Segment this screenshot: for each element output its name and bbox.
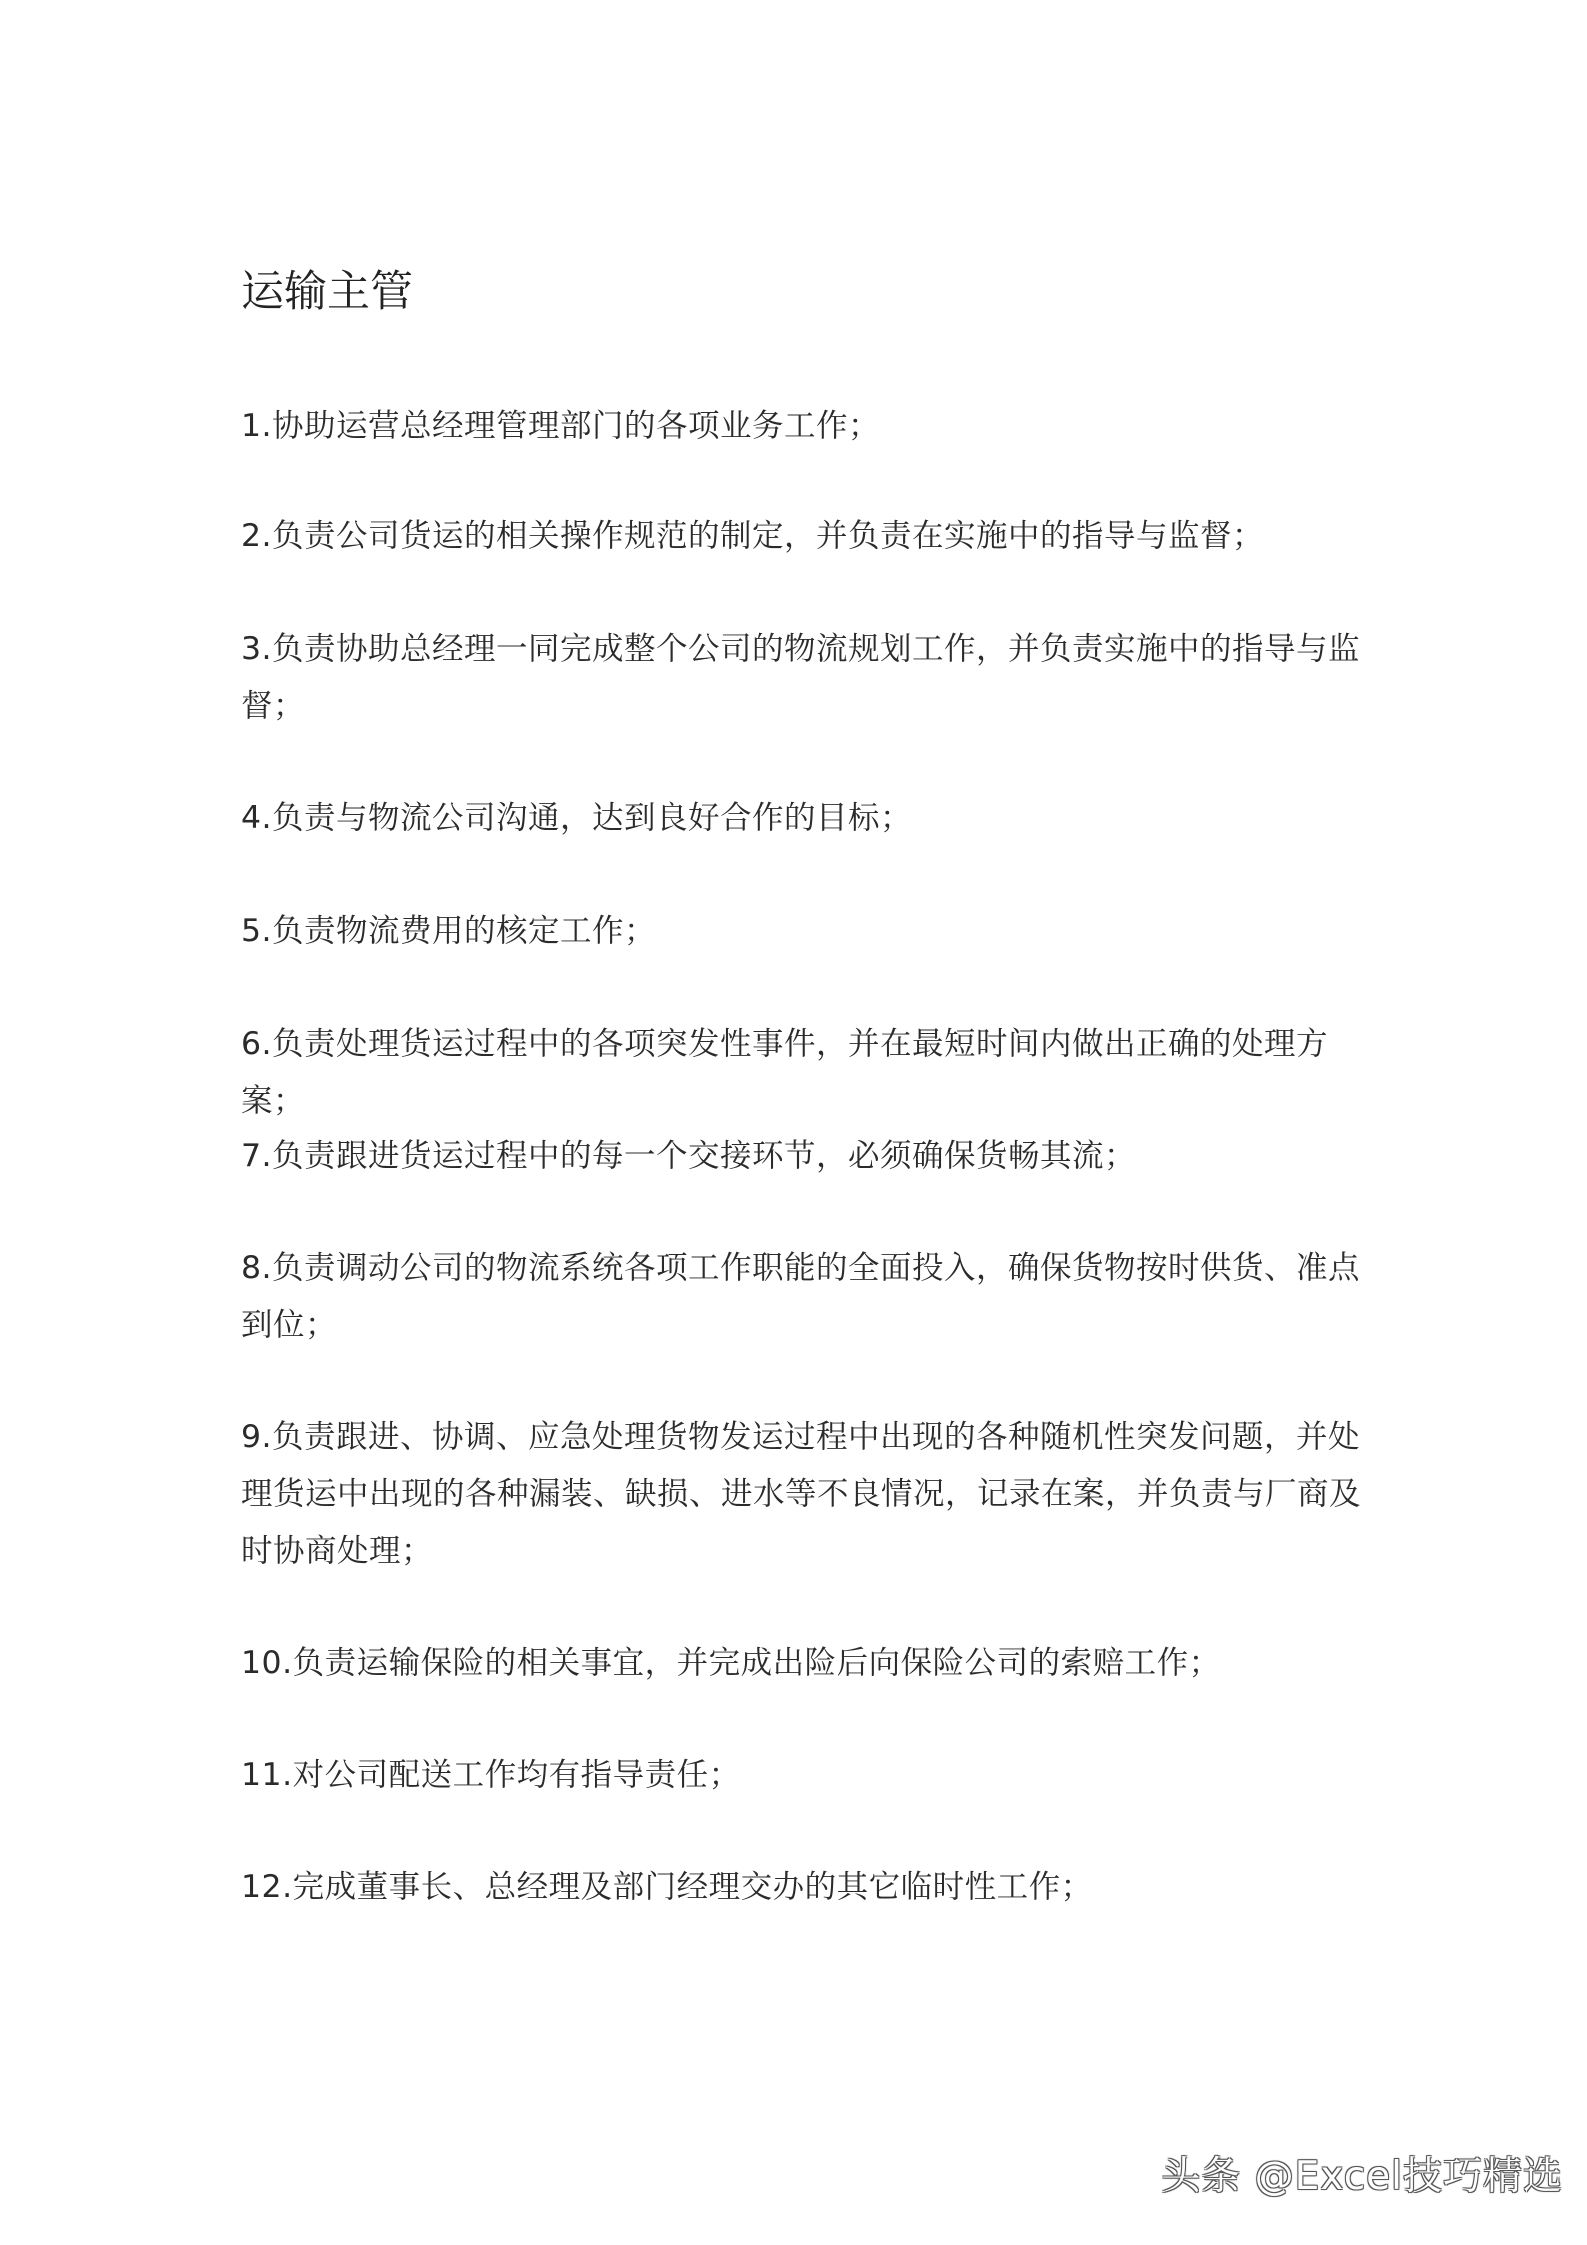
duty-item-8: 8.负责调动公司的物流系统各项工作职能的全面投入，确保货物按时供货、准点到位；: [241, 1250, 1361, 1343]
duty-item-9: 9.负责跟进、协调、应急处理货物发运过程中出现的各种随机性突发问题，并处理货运中出现的各种漏装、缺损、进水等不良情况，记录在案，并负责与厂商及时协商处理；: [241, 1419, 1362, 1569]
duty-item-7: 7.负责跟进货运过程中的每一个交接环节，必须确保货畅其流；: [241, 1138, 1137, 1174]
duty-item-4: 4.负责与物流公司沟通，达到良好合作的目标；: [241, 800, 913, 836]
duty-item-6: 6.负责处理货运过程中的各项突发性事件，并在最短时间内做出正确的处理方案；: [241, 1026, 1329, 1119]
duty-item-1: 1.协助运营总经理管理部门的各项业务工作；: [241, 408, 881, 444]
duty-item-5: 5.负责物流费用的核定工作；: [241, 913, 657, 949]
duty-item-3: 3.负责协助总经理一同完成整个公司的物流规划工作，并负责实施中的指导与监督；: [241, 631, 1361, 724]
duty-item-11: 11.对公司配送工作均有指导责任；: [241, 1757, 741, 1793]
duty-item-12: 12.完成董事长、总经理及部门经理交办的其它临时性工作；: [241, 1869, 1093, 1905]
watermark: 头条 @Excel技巧精选: [1161, 2154, 1563, 2199]
page-title: 运输主管: [241, 267, 413, 317]
duty-item-2: 2.负责公司货运的相关操作规范的制定，并负责在实施中的指导与监督；: [241, 518, 1265, 554]
duty-item-10: 10.负责运输保险的相关事宜，并完成出险后向保险公司的索赔工作；: [241, 1645, 1221, 1681]
